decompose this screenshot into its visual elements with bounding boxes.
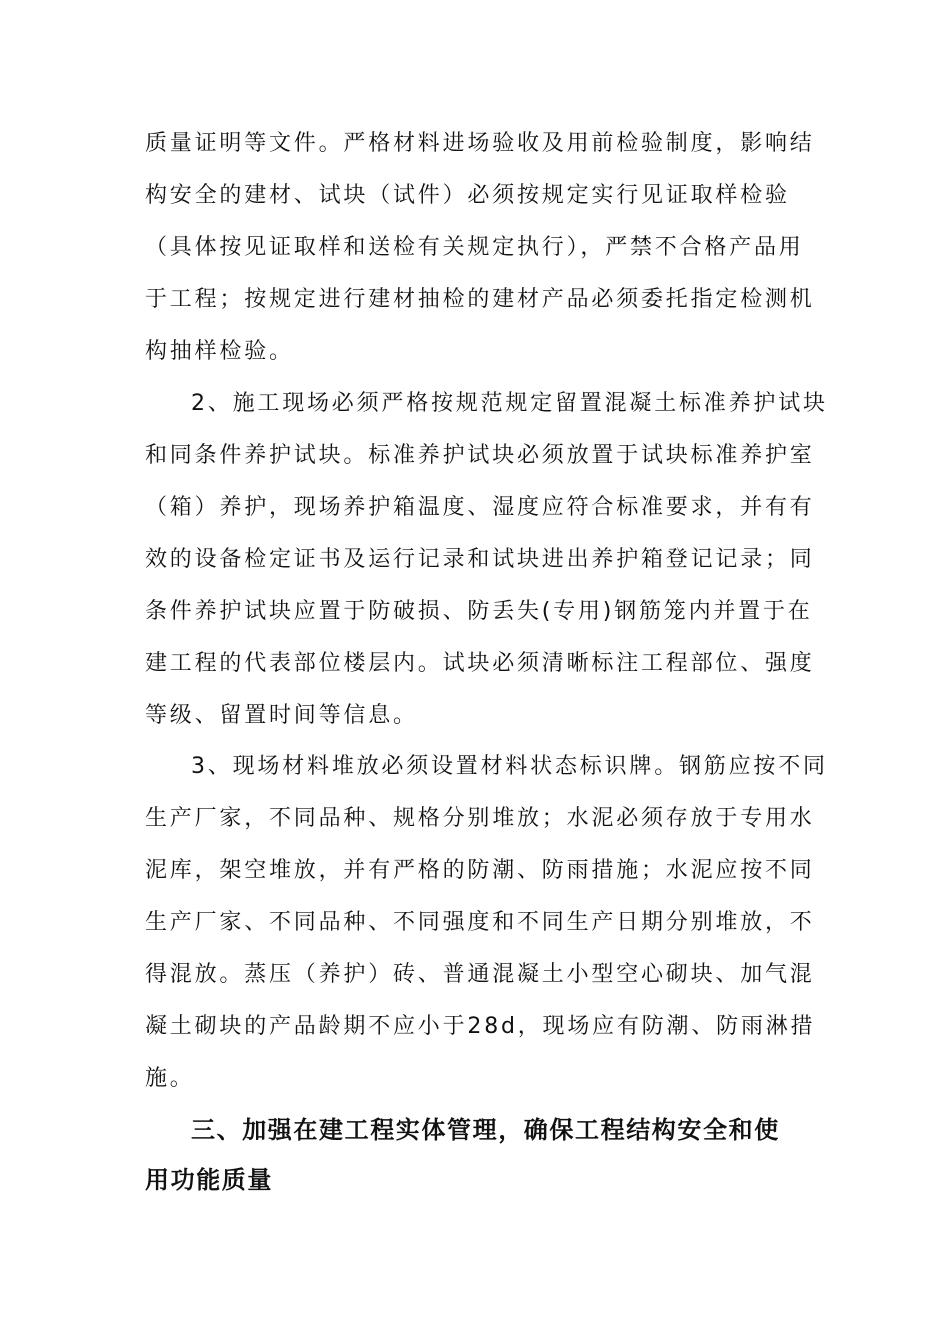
- text-line: （箱）养护，现场养护箱温度、湿度应符合标准要求，并有有: [145, 495, 815, 520]
- text-line: 泥库，架空堆放，并有严格的防潮、防雨措施；水泥应按不同: [145, 858, 815, 883]
- text-line: 3、现场材料堆放必须设置材料状态标识牌。钢筋应按不同: [191, 754, 828, 779]
- text-line: （具体按见证取样和送检有关规定执行），严禁不合格产品用: [145, 235, 804, 260]
- text-line: 生产厂家、不同品种、不同强度和不同生产日期分别堆放，不: [145, 910, 815, 935]
- section-heading: 三、加强在建工程实体管理，确保工程结构安全和使: [191, 1116, 780, 1144]
- text-line: 条件养护试块应置于防破损、防丢失(专用)钢筋笼内并置于在: [145, 599, 813, 624]
- text-line: 和同条件养护试块。标准养护试块必须放置于试块标准养护室: [145, 443, 815, 468]
- text-line: 2、施工现场必须严格按规范规定留置混凝土标准养护试块: [191, 391, 828, 416]
- text-line: 得混放。蒸压（养护）砖、普通混凝土小型空心砌块、加气混: [145, 962, 815, 987]
- text-line: 施。: [145, 1066, 195, 1091]
- text-line: 生产厂家，不同品种、规格分别堆放；水泥必须存放于专用水: [145, 806, 815, 831]
- text-line: 效的设备检定证书及运行记录和试块进出养护箱登记记录；同: [145, 547, 815, 572]
- text-line: 建工程的代表部位楼层内。试块必须清晰标注工程部位、强度: [145, 651, 815, 676]
- text-line: 构抽样检验。: [145, 339, 294, 364]
- text-line: 凝土砌块的产品龄期不应小于28d，现场应有防潮、防雨淋措: [145, 1014, 816, 1039]
- text-line: 质量证明等文件。严格材料进场验收及用前检验制度，影响结: [145, 131, 815, 156]
- text-line: 于工程；按规定进行建材抽检的建材产品必须委托指定检测机: [145, 287, 815, 312]
- text-line: 构安全的建材、试块（试件）必须按规定实行见证取样检验: [145, 183, 790, 208]
- section-heading: 用功能质量: [145, 1166, 273, 1194]
- text-line: 等级、留置时间等信息。: [145, 703, 418, 728]
